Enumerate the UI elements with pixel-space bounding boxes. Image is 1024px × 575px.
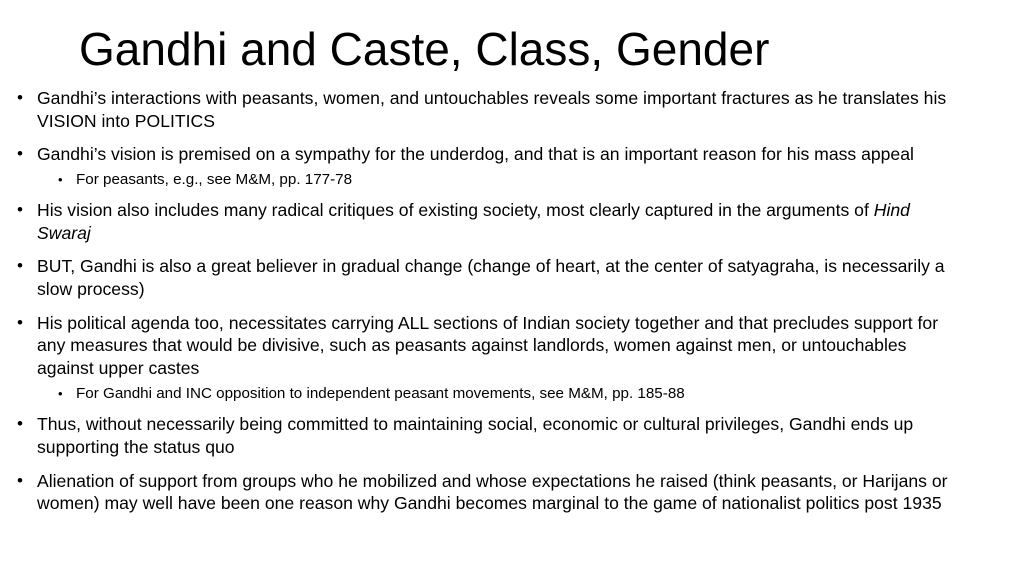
slide-title: Gandhi and Caste, Class, Gender (79, 23, 770, 75)
sub-list-item-text: For peasants, e.g., see M&M, pp. 177-78 (76, 171, 353, 189)
bullet-icon: • (17, 312, 23, 332)
list-item (0, 413, 960, 459)
bullet-icon: • (17, 256, 23, 276)
list-item-text: Alienation of support from groups who he mobilized and whose expectations he raised (think peasants, or Harijans or women) may well have been one reason why Gandhi becomes marginal to the game of nationalist politics post 1935 (37, 470, 948, 514)
bullet-icon: • (17, 88, 23, 107)
list-item (0, 143, 960, 166)
list-item (0, 312, 960, 380)
bullet-icon: • (17, 470, 23, 490)
sub-list-item (0, 384, 960, 404)
list-item (0, 255, 960, 301)
sub-list-item-text: For Gandhi and INC opposition to independent peasant movements, see M&M, pp. 185-88 (76, 385, 685, 403)
list-item (0, 87, 960, 133)
list-item-text: Gandhi’s interactions with peasants, women, and untouchables reveals some important fractures as he translates his VISION into POLITICS (37, 88, 947, 131)
list-item (0, 470, 960, 516)
list-item-text: BUT, Gandhi is also a great believer in gradual change (change of heart, at the center of satyagraha, is necessarily a slow process) (37, 256, 945, 300)
bullet-icon: • (58, 172, 63, 188)
bullet-icon: • (17, 200, 23, 220)
bullet-icon: • (17, 144, 23, 164)
bullet-icon: • (58, 386, 63, 402)
list-item-text: Thus, without necessarily being committed to maintaining social, economic or cultural privileges, Gandhi ends up supporting the status quo (37, 414, 914, 458)
bullet-list (0, 87, 960, 526)
list-item-text: His vision also includes many radical critiques of existing society, most clearly captured in the arguments of (37, 200, 874, 221)
sub-list-item (0, 170, 960, 190)
list-item-text: His political agenda too, necessitates carrying ALL sections of Indian society together and that precludes support for any measures that would be divisive, such as peasants against landlords, women against men, or untouchables against upper castes (37, 312, 939, 379)
book-title-text: Hind Swaraj (37, 200, 910, 244)
bullet-icon: • (17, 414, 23, 434)
list-item (0, 199, 960, 245)
list-item-text: Gandhi’s vision is premised on a sympathy for the underdog, and that is an important reason for his mass appeal (37, 144, 914, 165)
